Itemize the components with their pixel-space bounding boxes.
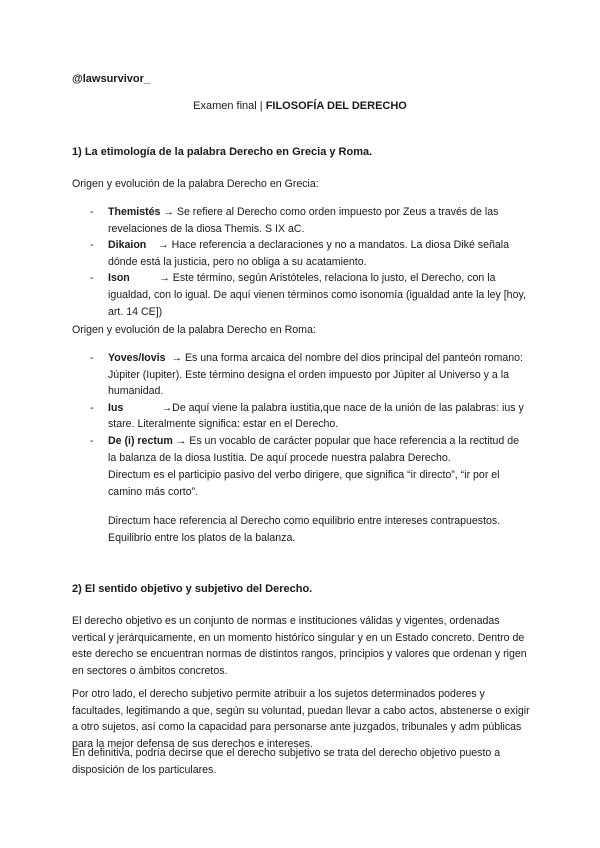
section2-heading: 2) El sentido objetivo y subjetivo del Derecho. (72, 583, 313, 595)
term-yoves: Yoves/Iovis (108, 352, 166, 364)
arrow-icon: → (123, 401, 173, 414)
rome-list (90, 350, 530, 466)
greece-intro: Origen y evolución de la palabra Derecho en Grecia: (72, 178, 319, 190)
greece-list (90, 204, 530, 320)
author-handle: @lawsurvivor_ (72, 73, 150, 85)
subjective-law-paragraph: Por otro lado, el derecho subjetivo permite atribuir a los sujetos determinados poderes y facultades, legitimando a que, según su voluntad, puedan llevar a cabo actos, abstenerse o exigir a otro sujetos, así como la capacidad para personarse ante juzgados, tribunales y adm públicas para la mejor defensa de sus derechos e intereses. (72, 688, 530, 750)
section1-heading: 1) La etimología de la palabra Derecho en Grecia y Roma. (72, 146, 373, 158)
item-text: Hace referencia a declaraciones y no a mandatos. La diosa Diké señala dónde está la justicia, pero no obliga a su acatamiento. (108, 239, 510, 268)
arrow-icon: → (172, 434, 190, 447)
objective-law-paragraph: El derecho objetivo es un conjunto de normas e instituciones válidas y vigentes, ordenadas vertical y jerárquicamente, en un momento histórico singular y en un Estado concreto. Dentro de este derecho se encuentran normas de distintos rangos, principios y valores que ordenan y rigen en sectores o ámbitos concretos. (72, 615, 527, 677)
term-ison: Ison (108, 272, 130, 285)
item-text: De aquí viene la palabra iustitia,que nace de la unión de las palabras: ius y stare. Literalmente significa: estar en el Derecho. (108, 401, 524, 431)
directum-paragraph-1: Directum es el participio pasivo del verbo dirigere, que significa “ir directo”, “ir por el camino más corto”. (108, 469, 500, 498)
list-item: - De (i) rectum → Es un vocablo de carácter popular que hace referencia a la rectitud de la balanza de la diosa Iustitia. De aquí procede nuestra palabra Derecho. (90, 434, 520, 464)
arrow-icon: → (129, 272, 173, 285)
list-item: - Dikaion → Hace referencia a declaraciones y no a mandatos. La diosa Diké señala dónde está la justicia, pero no obliga a su acatamiento. (90, 239, 510, 268)
arrow-icon: → (146, 239, 172, 252)
list-item: - Ius →De aquí viene la palabra iustitia,que nace de la unión de las palabras: ius y stare. Literalmente significa: estar en el Derecho. (90, 401, 524, 431)
directum-paragraph-2: Directum hace referencia al Derecho como equilibrio entre intereses contrapuestos. Equilibrio entre los platos de la balanza. (108, 515, 501, 544)
conclusion-paragraph: En definitiva, podría decirse que el derecho subjetivo se trata del derecho objetivo puesto a disposición de los particulares. (72, 747, 501, 776)
list-item: - Ison → Este término, según Aristóteles, relaciona lo justo, el Derecho, con la igualdad, con lo igual. De aquí vienen términos como isonomía (igualdad ante la ley [hoy, art. 14 CE]) (90, 272, 526, 318)
item-text: Se refiere al Derecho como orden impuesto por Zeus a través de las revelaciones de la diosa Themis. S IX aC. (108, 206, 499, 235)
term-ius: Ius (108, 401, 124, 414)
title-prefix: Examen final | (193, 100, 266, 112)
term-dikaion: Dikaion (108, 239, 147, 252)
list-item: - Themistés → Se refiere al Derecho como orden impuesto por Zeus a través de las revelaciones de la diosa Themis. S IX aC. (90, 206, 499, 235)
term-themistes: Themistés (108, 206, 161, 218)
list-item: - Yoves/Iovis → Es una forma arcaica del nombre del dios principal del panteón romano: Júpiter (Iupiter). Este término designa el orden impuesto por Júpiter al Universo y a la humanidad. (90, 352, 523, 398)
item-text: Es una forma arcaica del nombre del dios principal del panteón romano: Júpiter (Iupiter). Este término designa el orden impuesto por Júpiter al Universo y a la humanidad. (108, 352, 523, 398)
arrow-icon: → (160, 206, 177, 218)
item-text: Este término, según Aristóteles, relaciona lo justo, el Derecho, con la igualdad, con lo igual. De aquí vienen términos como isonomía (igualdad ante la ley [hoy, art. 14 CE]) (108, 272, 526, 318)
document-title (0, 100, 600, 112)
arrow-icon: → (165, 352, 185, 364)
item-text: Es un vocablo de carácter popular que hace referencia a la rectitud de la balanza de la diosa Iustitia. De aquí procede nuestra palabra Derecho. (108, 434, 520, 464)
title-main: FILOSOFÍA DEL DERECHO (265, 100, 407, 112)
rome-intro: Origen y evolución de la palabra Derecho en Roma: (72, 324, 316, 336)
term-de-rectum: De (i) rectum (108, 434, 173, 447)
